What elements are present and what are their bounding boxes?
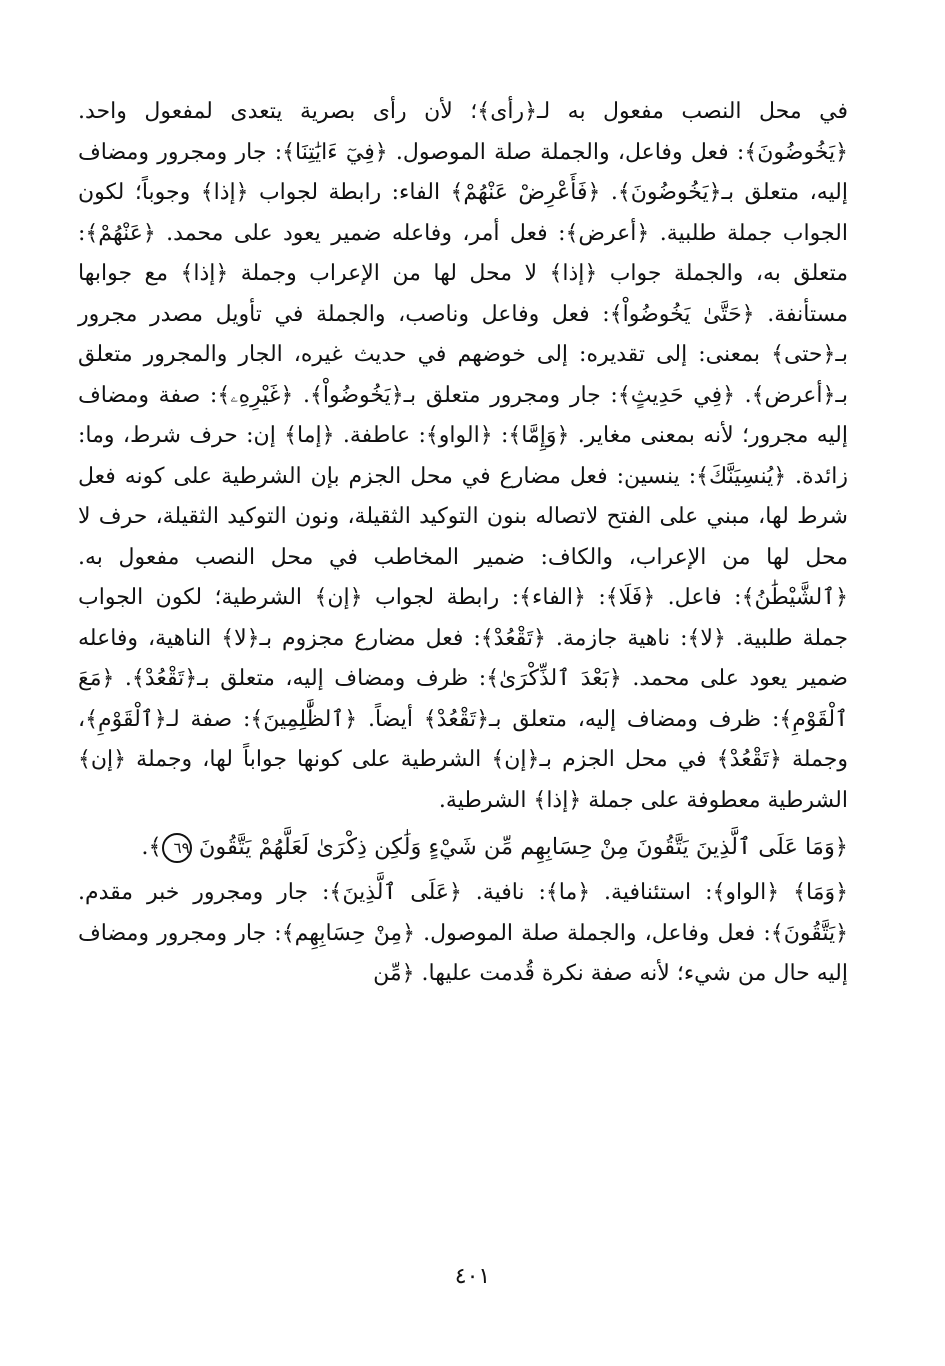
verse-closing: ﴾. (141, 834, 162, 860)
verse-number-marker: ٦٩ (162, 833, 192, 863)
page-number: ٤٠١ (454, 1264, 491, 1289)
page-body (78, 92, 848, 995)
commentary-paragraph-1: في محل النصب مفعول به لـ﴿رأى﴾؛ لأن رأى بصرية يتعدى لمفعول واحد. ﴿يَخُوضُونَ﴾: فعل وفاعل، والجملة صلة الموصول. ﴿فِيٓ ءَايَٰتِنَا﴾: جار ومجرور ومضاف إليه، متعلق بـ﴿يَخُوضُونَ﴾. ﴿فَأَعْرِضْ عَنْهُمْ﴾ الفاء: رابطة لجواب ﴿إذا﴾ وجوباً؛ لكون الجواب جملة طلبية. ﴿أعرض﴾: فعل أمر، وفاعله ضمير يعود على محمد. ﴿عَنْهُمْ﴾: متعلق به، والجملة جواب ﴿إذا﴾ لا محل لها من الإعراب وجملة ﴿إذا﴾ مع جوابها مستأنفة. ﴿حَتَّىٰ يَخُوضُواْ﴾: فعل وفاعل وناصب، والجملة في تأويل مصدر مجرور بـ﴿حتى﴾ بمعنى: إلى تقديره: إلى خوضهم في حديث غيره، الجار والمجرور متعلق بـ﴿أعرض﴾. ﴿فِي حَدِيثٍ﴾: جار ومجرور متعلق بـ﴿يَخُوضُواْ﴾. ﴿غَيْرِهِۦ﴾: صفة ومضاف إليه مجرور؛ لأنه بمعنى مغاير. ﴿وَإِمَّا﴾: ﴿الواو﴾: عاطفة. ﴿إما﴾ إن: حرف شرط، وما: زائدة. ﴿يُنسِيَنَّكَ﴾: ينسين: فعل مضارع في محل الجزم بإن الشرطية على كونه فعل شرط لها، مبني على الفتح لاتصاله بنون التوكيد الثقيلة، ونون التوكيد الثقيلة، حرف لا محل لها من الإعراب، والكاف: ضمير المخاطب في محل النصب مفعول به. ﴿ٱلشَّيْطَٰنُ﴾: فاعل. ﴿فَلَا﴾: ﴿الفاء﴾: رابطة لجواب ﴿إن﴾ الشرطية؛ لكون الجواب جملة طلبية. ﴿لا﴾: ناهية جازمة. ﴿تَقْعُدْ﴾: فعل مضارع مجزوم بـ﴿لا﴾ الناهية، وفاعله ضمير يعود على محمد. ﴿بَعْدَ ٱلذِّكْرَىٰ﴾: ظرف ومضاف إليه، متعلق بـ﴿تَقْعُدْ﴾. ﴿مَعَ ٱلْقَوْمِ﴾: ظرف ومضاف إليه، متعلق بـ﴿تَقْعُدْ﴾ أيضاً. ﴿ٱلظَّٰلِمِينَ﴾: صفة لـ﴿ٱلْقَوْمِ﴾، وجملة ﴿تَقْعُدْ﴾ في محل الجزم بـ﴿إن﴾ الشرطية على كونها جواباً لها، وجملة ﴿إن﴾ الشرطية معطوفة على جملة ﴿إذا﴾ الشرطية. (78, 99, 848, 813)
commentary-paragraph-2: ﴿وَمَا﴾ ﴿الواو﴾: استئنافية. ﴿ما﴾: نافية. ﴿عَلَى ٱلَّذِينَ﴾: جار ومجرور خبر مقدم. ﴿يَتَّقُونَ﴾: فعل وفاعل، والجملة صلة الموصول. ﴿مِنْ حِسَابِهِم﴾: جار ومجرور ومضاف إليه حال من شيء؛ لأنه صفة نكرة قُدمت عليها. ﴿مِّن (78, 880, 848, 986)
quran-verse (78, 821, 848, 873)
verse-text: ﴿وَمَا عَلَى ٱلَّذِينَ يَتَّقُونَ مِنْ حِسَابِهِم مِّن شَيْءٍ وَلَٰكِن ذِكْرَىٰ لَعَلَّهُمْ يَتَّقُونَ (198, 834, 848, 860)
